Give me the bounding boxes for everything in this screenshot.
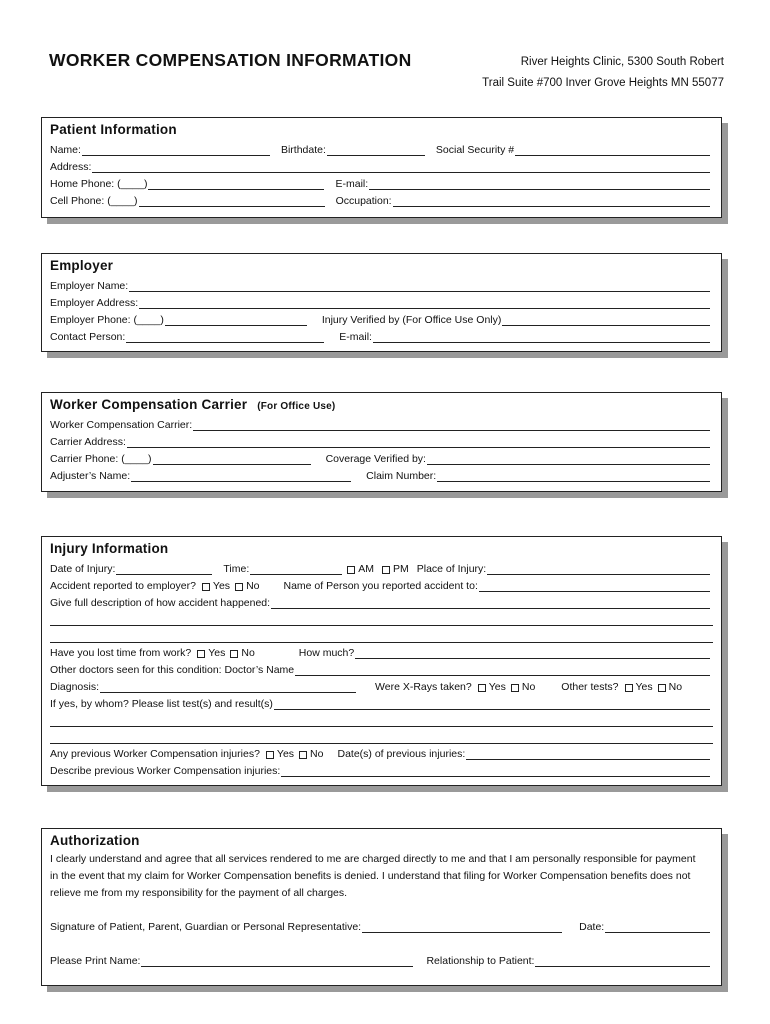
other-tests-no-label: No bbox=[668, 681, 683, 693]
previous-dates-label: Date(s) of previous injuries: bbox=[337, 748, 466, 760]
other-tests-yes-label: Yes bbox=[635, 681, 653, 693]
section-title: Employer bbox=[50, 258, 114, 273]
carrier-address-field[interactable] bbox=[127, 436, 710, 448]
occupation-label: Occupation: bbox=[335, 195, 392, 207]
signature-field[interactable] bbox=[362, 921, 562, 933]
contact-person-label: Contact Person: bbox=[50, 331, 126, 343]
description-label: Give full description of how accident happened: bbox=[50, 597, 271, 609]
form-title: WORKER COMPENSATION INFORMATION bbox=[49, 50, 412, 70]
tests-by-whom-field[interactable] bbox=[274, 698, 710, 710]
carrier-phone-label: Carrier Phone: (____) bbox=[50, 453, 152, 465]
section-title: Authorization bbox=[50, 833, 140, 848]
place-of-injury-field[interactable] bbox=[487, 563, 710, 575]
other-tests-no-checkbox[interactable] bbox=[658, 684, 666, 692]
reported-no-checkbox[interactable] bbox=[235, 583, 243, 591]
claim-number-field[interactable] bbox=[437, 470, 710, 482]
contact-person-field[interactable] bbox=[126, 331, 324, 343]
employer-address-label: Employer Address: bbox=[50, 297, 139, 309]
patient-information-section bbox=[41, 117, 722, 218]
description-field[interactable] bbox=[271, 597, 710, 609]
employer-phone-label: Employer Phone: (____) bbox=[50, 314, 164, 326]
print-name-label: Please Print Name: bbox=[50, 955, 141, 967]
ssn-label: Social Security # bbox=[435, 144, 515, 156]
section-title bbox=[50, 397, 335, 412]
birthdate-label: Birthdate: bbox=[280, 144, 326, 156]
carrier-label: Worker Compensation Carrier: bbox=[50, 419, 193, 431]
lost-time-yes-label: Yes bbox=[208, 647, 226, 659]
previous-yes-label: Yes bbox=[276, 748, 295, 760]
other-tests-question: Other tests? bbox=[561, 681, 619, 693]
previous-no-label: No bbox=[310, 748, 324, 760]
occupation-field[interactable] bbox=[393, 195, 710, 207]
address-field[interactable] bbox=[92, 161, 710, 173]
injury-verified-field[interactable] bbox=[502, 314, 710, 326]
xrays-no-label: No bbox=[521, 681, 536, 693]
carrier-section bbox=[41, 392, 722, 492]
name-field[interactable] bbox=[82, 144, 270, 156]
section-title: Injury Information bbox=[50, 541, 169, 556]
lost-time-no-label: No bbox=[241, 647, 255, 659]
employer-email-field[interactable] bbox=[373, 331, 710, 343]
relationship-field[interactable] bbox=[535, 955, 710, 967]
date-of-injury-label: Date of Injury: bbox=[50, 563, 116, 575]
employer-email-label: E-mail: bbox=[339, 331, 372, 343]
description-line-2[interactable] bbox=[50, 625, 713, 626]
xrays-no-checkbox[interactable] bbox=[511, 684, 519, 692]
lost-time-no-checkbox[interactable] bbox=[230, 650, 238, 658]
clinic-address-line1: River Heights Clinic, 5300 South Robert bbox=[520, 56, 724, 68]
describe-previous-label: Describe previous Worker Compensation injuries: bbox=[50, 765, 281, 777]
carrier-title: Worker Compensation Carrier bbox=[50, 397, 248, 412]
office-use-note: (For Office Use) bbox=[257, 401, 336, 412]
how-much-field[interactable] bbox=[355, 647, 710, 659]
previous-dates-field[interactable] bbox=[466, 748, 710, 760]
lost-time-yes-checkbox[interactable] bbox=[197, 650, 205, 658]
time-label: Time: bbox=[223, 563, 250, 575]
employer-section bbox=[41, 253, 722, 352]
lost-time-question: Have you lost time from work? bbox=[50, 647, 192, 659]
claim-number-label: Claim Number: bbox=[366, 470, 437, 482]
signature-date-label: Date: bbox=[579, 921, 605, 933]
name-label: Name: bbox=[50, 144, 81, 156]
print-name-field[interactable] bbox=[141, 955, 413, 967]
tests-by-whom-label: If yes, by whom? Please list test(s) and result(s) bbox=[50, 698, 273, 710]
carrier-address-label: Carrier Address: bbox=[50, 436, 126, 448]
email-label: E-mail: bbox=[335, 178, 369, 190]
employer-phone-field[interactable] bbox=[165, 314, 307, 326]
adjuster-name-field[interactable] bbox=[131, 470, 351, 482]
injury-information-section bbox=[41, 536, 722, 786]
relationship-label: Relationship to Patient: bbox=[426, 955, 535, 967]
diagnosis-field[interactable] bbox=[100, 681, 356, 693]
reported-question: Accident reported to employer? bbox=[50, 580, 196, 592]
coverage-verified-field[interactable] bbox=[427, 453, 710, 465]
email-field[interactable] bbox=[369, 178, 710, 190]
home-phone-label: Home Phone: (____) bbox=[50, 178, 148, 190]
employer-name-label: Employer Name: bbox=[50, 280, 129, 292]
tests-line-2[interactable] bbox=[50, 726, 713, 727]
address-label: Address: bbox=[50, 161, 92, 173]
time-field[interactable] bbox=[250, 563, 342, 575]
other-doctors-field[interactable] bbox=[295, 664, 710, 676]
reported-no-label: No bbox=[246, 580, 260, 592]
carrier-phone-field[interactable] bbox=[153, 453, 311, 465]
other-doctors-label: Other doctors seen for this condition: Doctor’s Name bbox=[50, 664, 295, 676]
how-much-label: How much? bbox=[298, 647, 355, 659]
am-checkbox[interactable] bbox=[347, 566, 355, 574]
previous-injuries-question: Any previous Worker Compensation injuries? bbox=[50, 748, 260, 760]
pm-label: PM bbox=[393, 563, 409, 575]
injury-verified-label: Injury Verified by (For Office Use Only) bbox=[321, 314, 502, 326]
reported-person-label: Name of Person you reported accident to: bbox=[283, 580, 478, 592]
other-tests-yes-checkbox[interactable] bbox=[625, 684, 633, 692]
signature-date-field[interactable] bbox=[605, 921, 710, 933]
employer-name-field[interactable] bbox=[129, 280, 710, 292]
employer-address-field[interactable] bbox=[139, 297, 710, 309]
xrays-question: Were X-Rays taken? bbox=[375, 681, 472, 693]
cell-phone-label: Cell Phone: (____) bbox=[50, 195, 138, 207]
birthdate-field[interactable] bbox=[327, 144, 425, 156]
reported-yes-label: Yes bbox=[212, 580, 231, 592]
carrier-field[interactable] bbox=[193, 419, 710, 431]
signature-label: Signature of Patient, Parent, Guardian or Personal Representative: bbox=[50, 921, 362, 933]
reported-yes-checkbox[interactable] bbox=[202, 583, 210, 591]
clinic-address-line2: Trail Suite #700 Inver Grove Heights MN 55077 bbox=[482, 77, 724, 89]
authorization-text: I clearly understand and agree that all services rendered to me are charged directly to me and that I am personally responsible for payment in the event that my claim for Worker Compensation benefits is denied. I understand that filing for Worker Compensation benefits does not relieve me from my responsibility for the payment of all charges. bbox=[50, 853, 696, 899]
place-of-injury-label: Place of Injury: bbox=[416, 563, 487, 575]
xrays-yes-checkbox[interactable] bbox=[478, 684, 486, 692]
describe-previous-field[interactable] bbox=[281, 765, 710, 777]
am-label: AM bbox=[358, 563, 374, 575]
coverage-verified-label: Coverage Verified by: bbox=[325, 453, 426, 465]
adjuster-name-label: Adjuster’s Name: bbox=[50, 470, 131, 482]
authorization-section bbox=[41, 828, 722, 986]
home-phone-field[interactable] bbox=[148, 178, 324, 190]
section-title: Patient Information bbox=[50, 122, 177, 137]
cell-phone-field[interactable] bbox=[139, 195, 325, 207]
date-of-injury-field[interactable] bbox=[116, 563, 212, 575]
previous-yes-checkbox[interactable] bbox=[266, 751, 274, 759]
xrays-yes-label: Yes bbox=[488, 681, 506, 693]
ssn-field[interactable] bbox=[515, 144, 710, 156]
diagnosis-label: Diagnosis: bbox=[50, 681, 100, 693]
reported-person-field[interactable] bbox=[479, 580, 710, 592]
pm-checkbox[interactable] bbox=[382, 566, 390, 574]
previous-no-checkbox[interactable] bbox=[299, 751, 307, 759]
